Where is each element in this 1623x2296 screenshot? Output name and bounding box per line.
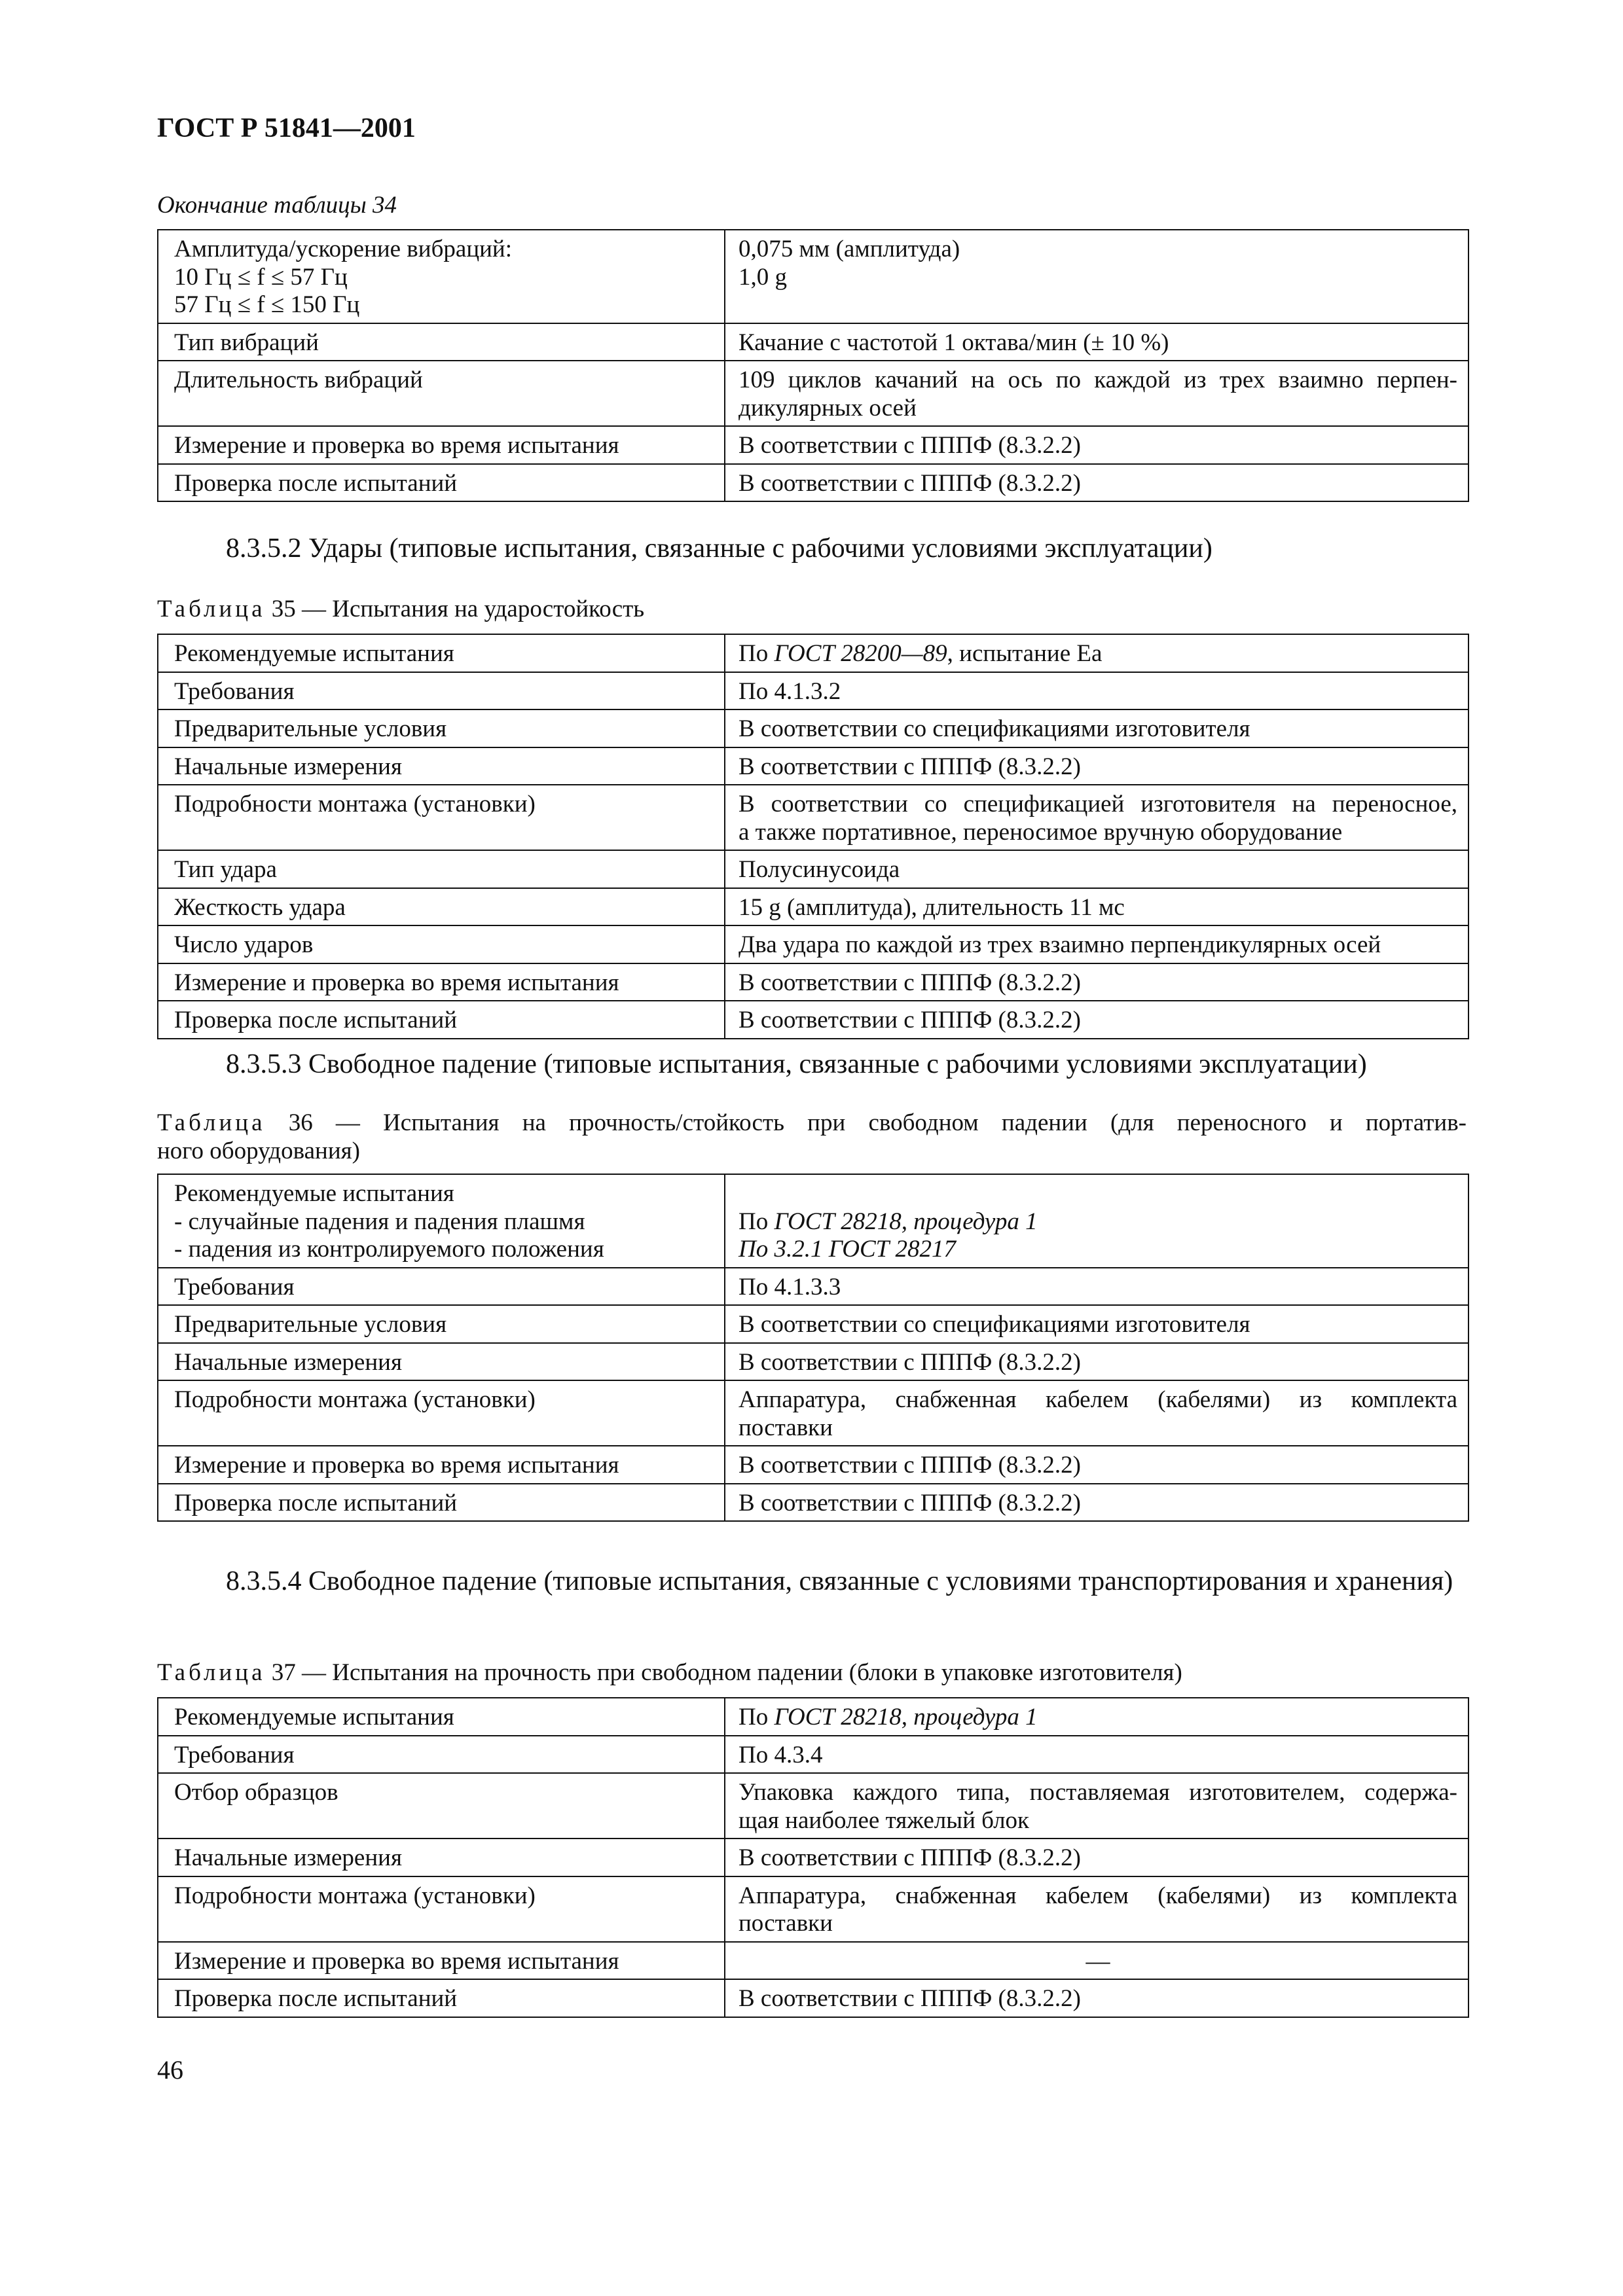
table-cell-label: Начальные измерения xyxy=(158,1343,725,1381)
caption-text: 36 — Испытания на прочность/стойкость при свободном падении (для переносного и портатив- xyxy=(265,1109,1467,1136)
table-row xyxy=(158,464,1468,502)
table-row xyxy=(158,634,1468,672)
cell-line: щая наиболее тяжелый блок xyxy=(739,1806,1030,1834)
table-cell-label: Жесткость удара xyxy=(158,888,725,926)
table-cell-label: Измерение и проверка во время испытания xyxy=(158,1446,725,1484)
table-cell-label: Тип вибраций xyxy=(158,323,725,361)
table-row xyxy=(158,361,1468,426)
heading-text: 8.3.5.2 Удары (типовые испытания, связанные с рабочими условиями эксплуатации) xyxy=(226,533,1213,564)
table-row xyxy=(158,1979,1468,2017)
caption-text: 35 — Испытания на ударостойкость xyxy=(265,596,645,622)
table-row xyxy=(158,1001,1468,1039)
table-row xyxy=(158,1380,1468,1446)
table-row xyxy=(158,1942,1468,1980)
table-cell-value: В соответствии с ПППФ (8.3.2.2) xyxy=(725,1839,1468,1876)
cell-line: 1,0 g xyxy=(739,263,787,291)
table-row xyxy=(158,888,1468,926)
cell-line: 57 Гц ≤ f ≤ 150 Гц xyxy=(174,291,360,319)
table-cell-value: В соответствии с ПППФ (8.3.2.2) xyxy=(725,963,1468,1001)
table-cell-value: В соответствии с ПППФ (8.3.2.2) xyxy=(725,426,1468,464)
cell-line: 109 циклов качаний на ось по каждой из трех взаимно перпен- xyxy=(739,367,1457,394)
table-row xyxy=(158,925,1468,963)
table-cell-value: В соответствии с ПППФ (8.3.2.2) xyxy=(725,747,1468,785)
caption-text: 37 — Испытания на прочность при свободном падении (блоки в упаковке изготовителя) xyxy=(265,1659,1182,1686)
cell-line: - случайные падения и падения плашмя xyxy=(174,1208,585,1235)
table-cell-label: Рекомендуемые испытания xyxy=(158,634,725,672)
table-row xyxy=(158,1773,1468,1839)
table-cell-label: Тип удара xyxy=(158,850,725,888)
standard-reference: По 3.2.1 ГОСТ 28217 xyxy=(739,1236,957,1263)
table-cell-label: Начальные измерения xyxy=(158,1839,725,1876)
table-cell-value xyxy=(725,1174,1468,1268)
caption-label: Таблица xyxy=(157,1659,266,1686)
table-cell-value: В соответствии с ПППФ (8.3.2.2) xyxy=(725,1001,1468,1039)
table-cell-value: В соответствии с ПППФ (8.3.2.2) xyxy=(725,1343,1468,1381)
cell-line: а также портативное, переносимое вручную оборудование xyxy=(739,818,1343,846)
table34-caption: Окончание таблицы 34 xyxy=(157,192,397,219)
table-row xyxy=(158,709,1468,747)
table-row xyxy=(158,1174,1468,1268)
table-cell-label: Проверка после испытаний xyxy=(158,1979,725,2017)
table-cell-label: Предварительные условия xyxy=(158,709,725,747)
table-cell-value xyxy=(725,1380,1468,1446)
table-cell-value xyxy=(725,1698,1468,1736)
table-cell-label: Требования xyxy=(158,1268,725,1306)
cell-text: По xyxy=(739,640,775,667)
table-row xyxy=(158,426,1468,464)
table-cell-label xyxy=(158,230,725,323)
table-cell-label: Измерение и проверка во время испытания xyxy=(158,426,725,464)
table-cell-label: Подробности монтажа (установки) xyxy=(158,1876,725,1942)
cell-line: - падения из контролируемого положения xyxy=(174,1236,604,1263)
cell-line: Рекомендуемые испытания xyxy=(174,1180,454,1207)
table-cell-value: В соответствии с ПППФ (8.3.2.2) xyxy=(725,1979,1468,2017)
document-header: ГОСТ Р 51841—2001 xyxy=(157,113,416,143)
table-cell-value: Качание с частотой 1 октава/мин (± 10 %) xyxy=(725,323,1468,361)
table-row xyxy=(158,672,1468,710)
caption-label: Таблица xyxy=(157,1109,266,1136)
cell-line xyxy=(739,1180,1457,1208)
table-row xyxy=(158,785,1468,850)
cell-line xyxy=(739,1208,1457,1236)
table-row xyxy=(158,1839,1468,1876)
table-cell-value: Полусинусоида xyxy=(725,850,1468,888)
table37-caption xyxy=(157,1659,1467,1687)
table-row xyxy=(158,1305,1468,1343)
table-cell-value: В соответствии с ПППФ (8.3.2.2) xyxy=(725,1484,1468,1522)
table-cell-label: Рекомендуемые испытания xyxy=(158,1698,725,1736)
table-cell-label: Проверка после испытаний xyxy=(158,1001,725,1039)
standard-reference: ГОСТ 28218, процедура 1 xyxy=(774,1208,1038,1235)
heading-text: 8.3.5.3 Свободное падение (типовые испытания, связанные с рабочими условиями эксплуатации) xyxy=(226,1049,1367,1079)
table-cell-value: В соответствии со спецификациями изготовителя xyxy=(725,709,1468,747)
cell-text: , испытание Еа xyxy=(947,640,1103,667)
table-cell-value: По 4.1.3.2 xyxy=(725,672,1468,710)
table36 xyxy=(157,1174,1469,1522)
table-row xyxy=(158,747,1468,785)
table-cell-label: Подробности монтажа (установки) xyxy=(158,1380,725,1446)
section-heading-8353 xyxy=(157,1047,1467,1082)
table-cell-label: Проверка после испытаний xyxy=(158,1484,725,1522)
cell-text: По xyxy=(739,1704,775,1731)
table-cell-value: По 4.1.3.3 xyxy=(725,1268,1468,1306)
table-cell-label xyxy=(158,1174,725,1268)
table-cell-label: Требования xyxy=(158,672,725,710)
table-cell-value xyxy=(725,634,1468,672)
table-row xyxy=(158,963,1468,1001)
section-heading-8352 xyxy=(157,531,1467,566)
table-row xyxy=(158,1446,1468,1484)
table-row xyxy=(158,323,1468,361)
table-row xyxy=(158,1736,1468,1774)
table-row xyxy=(158,850,1468,888)
standard-reference: ГОСТ 28200—89 xyxy=(774,640,947,667)
table-row xyxy=(158,1698,1468,1736)
cell-line: поставки xyxy=(739,1414,833,1441)
cell-line: 0,075 мм (амплитуда) xyxy=(739,236,960,262)
table35-caption xyxy=(157,596,1467,624)
caption-line: ного оборудования) xyxy=(157,1137,360,1164)
table-row xyxy=(158,1876,1468,1942)
caption-label: Таблица xyxy=(157,596,266,622)
section-heading-8354 xyxy=(157,1564,1467,1599)
table-cell-value: В соответствии с ПППФ (8.3.2.2) xyxy=(725,464,1468,502)
table-cell-value: В соответствии со спецификациями изготовителя xyxy=(725,1305,1468,1343)
table-cell-label: Предварительные условия xyxy=(158,1305,725,1343)
table-cell-value: В соответствии с ПППФ (8.3.2.2) xyxy=(725,1446,1468,1484)
table-row xyxy=(158,1484,1468,1522)
cell-line: поставки xyxy=(739,1910,833,1937)
table-cell-label: Отбор образцов xyxy=(158,1773,725,1839)
table-row xyxy=(158,1268,1468,1306)
page-number: 46 xyxy=(157,2055,183,2085)
table-row xyxy=(158,1343,1468,1381)
table-cell-value xyxy=(725,785,1468,850)
table-cell-value: — xyxy=(725,1942,1468,1980)
table35 xyxy=(157,634,1469,1039)
standard-reference: ГОСТ 28218, процедура 1 xyxy=(774,1704,1038,1731)
cell-line: Аппаратура, снабженная кабелем (кабелями) из комплекта xyxy=(739,1386,1457,1414)
table37 xyxy=(157,1697,1469,2018)
heading-text: 8.3.5.4 Свободное падение (типовые испытания, связанные с условиями транспортирования и хранения) xyxy=(226,1566,1453,1596)
table-row xyxy=(158,230,1468,323)
table-cell-label: Подробности монтажа (установки) xyxy=(158,785,725,850)
caption-line xyxy=(157,1109,1467,1138)
table34-end xyxy=(157,229,1469,502)
cell-line: 10 Гц ≤ f ≤ 57 Гц xyxy=(174,263,348,291)
table-cell-value: По 4.3.4 xyxy=(725,1736,1468,1774)
cell-line: В соответствии со спецификацией изготовителя на переносное, xyxy=(739,791,1457,818)
table-cell-label: Длительность вибраций xyxy=(158,361,725,426)
table-cell-value xyxy=(725,1773,1468,1839)
table-cell-value: 15 g (амплитуда), длительность 11 мс xyxy=(725,888,1468,926)
table-cell-value xyxy=(725,230,1468,323)
table-cell-label: Начальные измерения xyxy=(158,747,725,785)
table-cell-label: Число ударов xyxy=(158,925,725,963)
table-cell-value: Два удара по каждой из трех взаимно перпендикулярных осей xyxy=(725,925,1468,963)
table-cell-label: Проверка после испытаний xyxy=(158,464,725,502)
cell-line: Амплитуда/ускорение вибраций: xyxy=(174,236,512,262)
cell-text: По xyxy=(739,1208,775,1235)
table-cell-value xyxy=(725,361,1468,426)
cell-line: Упаковка каждого типа, поставляемая изготовителем, содержа- xyxy=(739,1779,1457,1806)
table-cell-label: Требования xyxy=(158,1736,725,1774)
cell-line: дикулярных осей xyxy=(739,394,917,422)
table-cell-label: Измерение и проверка во время испытания xyxy=(158,1942,725,1980)
table-cell-value xyxy=(725,1876,1468,1942)
cell-line: Аппаратура, снабженная кабелем (кабелями) из комплекта xyxy=(739,1882,1457,1909)
table-cell-label: Измерение и проверка во время испытания xyxy=(158,963,725,1001)
table36-caption xyxy=(157,1109,1467,1165)
